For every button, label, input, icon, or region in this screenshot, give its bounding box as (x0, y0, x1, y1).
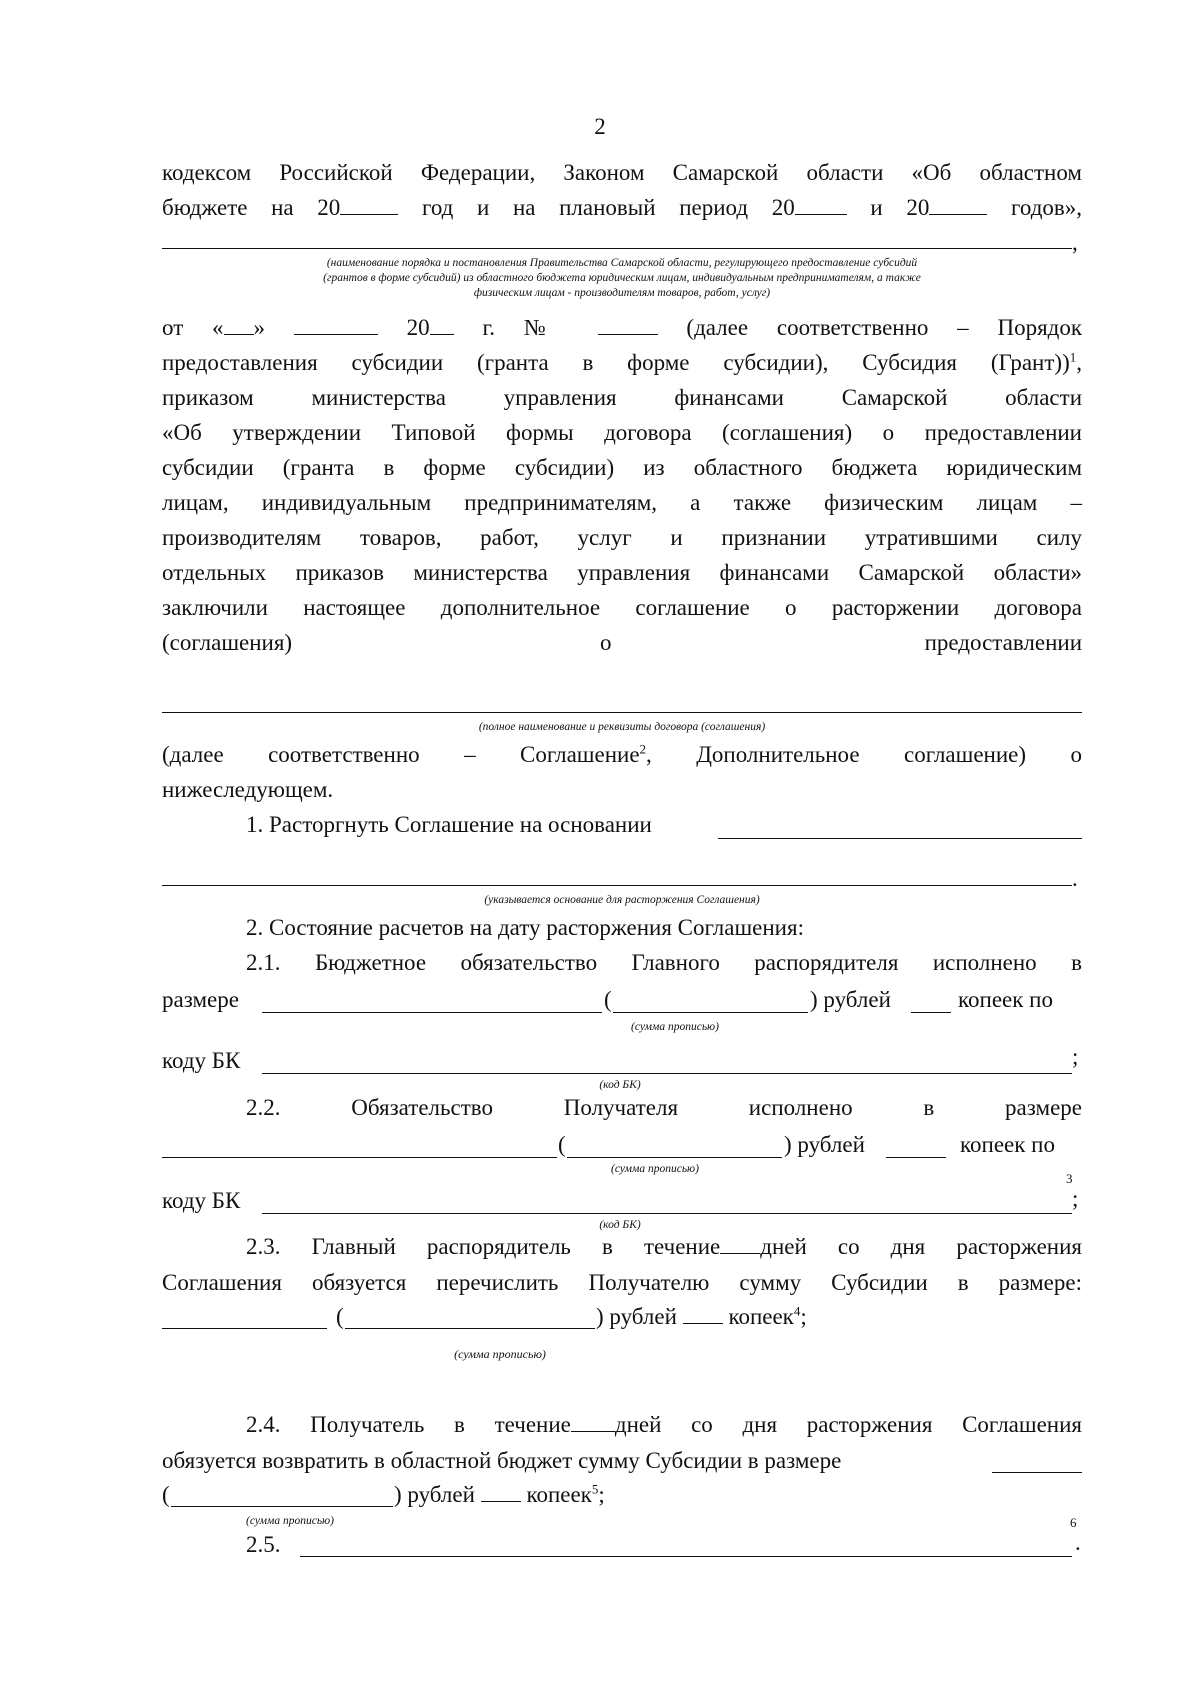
caption-order-line-1: (наименование порядка и постановления Правительства Самарской области, регулирующего предоставление субсидий (326, 257, 918, 269)
text-word: предоставлении (924, 630, 1082, 655)
text-word: ) рублей (810, 987, 891, 1012)
fill-line (886, 1157, 946, 1158)
fill-line (345, 1328, 595, 1329)
caption-code: (код БК) (599, 1219, 641, 1231)
fill-line (162, 248, 1072, 249)
fill-line (162, 1157, 557, 1158)
footnote-ref: 3 (1066, 1171, 1073, 1186)
text-line: приказом министерства управления финансами Самарской области (162, 385, 1082, 410)
fill-line (992, 1472, 1082, 1473)
text-line: лицам, индивидуальным предпринимателям, а также физическим лицам – (162, 490, 1082, 515)
caption-sum: (сумма прописью) (454, 1347, 546, 1361)
paren: ( (604, 987, 612, 1012)
text-line: кодексом Российской Федерации, Законом Самарской области «Об областном (162, 160, 1082, 185)
text-line: отдельных приказов министерства управления финансами Самарской области» (162, 560, 1082, 585)
item-2-5-label: 2.5. (246, 1532, 281, 1557)
text-line: обязуется возвратить в областной бюджет сумму Субсидии в размере (162, 1448, 842, 1473)
fill-line (162, 712, 1082, 713)
fill-line (613, 1012, 808, 1013)
text-line: Соглашения обязуется перечислить Получателю сумму Субсидии в размере: (162, 1270, 1082, 1295)
caption-sum: (сумма прописью) (610, 1163, 699, 1175)
caption-agreement: (полное наименование и реквизиты договора (соглашения) (478, 721, 766, 733)
fill-line (718, 838, 1082, 839)
period: . (1072, 866, 1078, 891)
caption-sum: (сумма прописью) (630, 1021, 719, 1033)
text-line: (далее соответственно – Соглашение$^2$, Дополнительное соглашение) о (162, 741, 1082, 767)
caption-sum: (сумма прописью) (245, 1515, 334, 1527)
paren: ( (162, 1482, 170, 1507)
item-2-text: 2. Состояние расчетов на дату расторжения Соглашения: (246, 915, 804, 940)
text-word: коду БК (162, 1048, 241, 1073)
item-2-4-amount: ) рублей копеек$^5$; (394, 1481, 605, 1507)
item-2-3-amount: ) рублей копеек$^4$; (596, 1303, 807, 1329)
text-line: 2.3. Главный распорядитель в течение дней со дня расторжения (246, 1234, 1083, 1259)
text-line: 2.1. Бюджетное обязательство Главного распорядителя исполнено в (246, 950, 1082, 975)
text-line: нижеследующем. (162, 777, 334, 802)
fill-line (300, 1556, 1072, 1557)
fill-line (162, 1328, 327, 1329)
text-word: (соглашения) (162, 630, 293, 655)
text-word: копеек по (958, 987, 1053, 1012)
fill-line (911, 1012, 951, 1013)
page-number: 2 (594, 114, 606, 139)
comma: , (1072, 230, 1078, 255)
text-line: бюджете на 20 год и на плановый период 20 и 20 годов», (162, 195, 1083, 220)
text-word: размере (162, 987, 239, 1012)
item-1-text: 1. Расторгнуть Соглашение на основании (246, 812, 652, 837)
text-line: субсидии (гранта в форме субсидии) из областного бюджета юридическим (162, 455, 1082, 480)
text-line: 2.2. Обязательство Получателя исполнено в размере (246, 1095, 1082, 1120)
period: . (1075, 1530, 1081, 1555)
semicolon: ; (1072, 1044, 1079, 1069)
caption-code: (код БК) (599, 1079, 641, 1091)
caption-order-line-2: (грантов в форме субсидий) из областного бюджета юридическим лицам, индивидуальным предпринимателям, а также (323, 272, 921, 284)
fill-line (262, 1073, 1072, 1074)
fill-line (567, 1157, 782, 1158)
paren: ( (336, 1304, 344, 1329)
text-word: о (600, 630, 612, 655)
paren: ( (558, 1132, 566, 1157)
fill-line (162, 885, 1072, 886)
fill-line (262, 1213, 1072, 1214)
text-line: «Об утверждении Типовой формы договора (соглашения) о предоставлении (162, 420, 1082, 445)
text-line: производителям товаров, работ, услуг и признании утратившими силу (162, 525, 1082, 550)
caption-order-line-3: физическим лицам - производителям товаров, работ, услуг) (473, 287, 771, 299)
footnote-ref: 6 (1070, 1515, 1077, 1530)
fill-line (171, 1506, 393, 1507)
text-line: от « » 20 г. № (далее соответственно – Порядок (162, 315, 1083, 340)
semicolon: ; (1072, 1186, 1079, 1211)
text-word: коду БК (162, 1188, 241, 1213)
text-line: предоставления субсидии (гранта в форме субсидии), Субсидия (Грант))$^1$, (162, 349, 1082, 375)
text-word: копеек по (960, 1132, 1055, 1157)
text-line: заключили настоящее дополнительное соглашение о расторжении договора (162, 595, 1082, 620)
text-line: 2.4. Получатель в течение дней со дня расторжения Соглашения (246, 1412, 1082, 1437)
caption-basis: (указывается основание для расторжения Соглашения) (484, 894, 760, 906)
text-word: ) рублей (784, 1132, 865, 1157)
fill-line (262, 1012, 602, 1013)
